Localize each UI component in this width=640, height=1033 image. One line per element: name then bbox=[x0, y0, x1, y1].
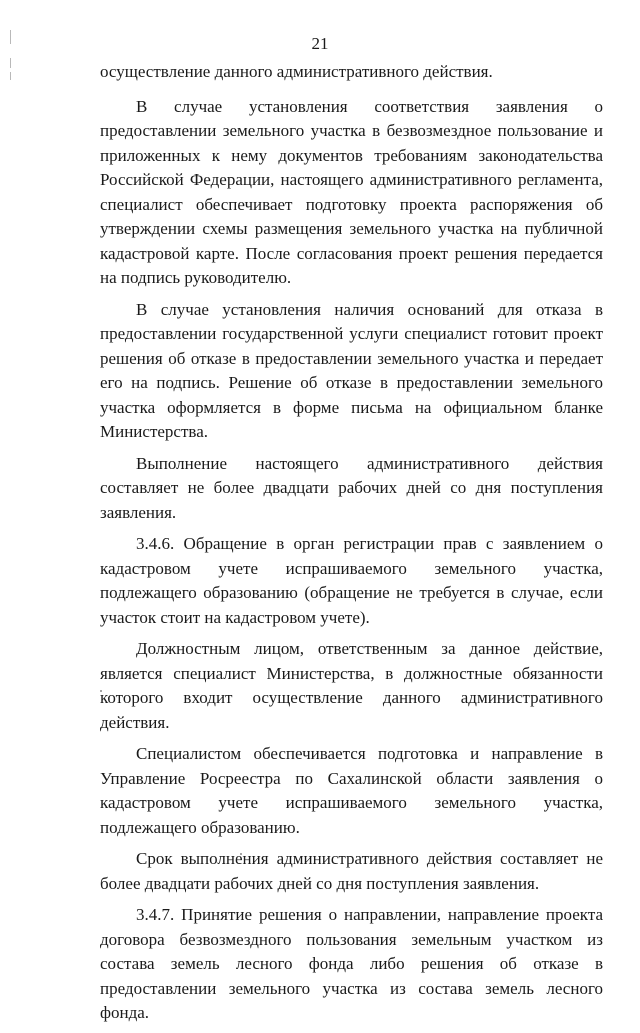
paragraph-continuation: осуществление данного административного действия. bbox=[100, 62, 493, 81]
paragraph: Должностным лицом, ответственным за данное действие, является специалист Министерства, в должностные обязанности которого входит осуществление данного административного действия. bbox=[100, 639, 603, 732]
section-3-4-6: 3.4.6. Обращение в орган регистрации прав с заявлением о кадастровом учете испрашиваемого земельного участка, подлежащего образованию (обращение не требуется в случае, если участок стоит на кадастровом учете). bbox=[100, 534, 603, 627]
paragraph: В случае установления наличия оснований для отказа в предоставлении государственной услуги специалист готовит проект решения об отказе в предоставлении земельного участка и передает его на подпись. Решение об отказе в предоставлении земельного участка оформляется в форме письма на официальном бланке Министерства. bbox=[100, 299, 603, 441]
paragraph: Срок выполнения административного действия составляет не более двадцати рабочих дней со дня поступления заявления. bbox=[100, 849, 603, 893]
scan-margin-mark bbox=[10, 72, 11, 80]
scan-margin-mark bbox=[10, 58, 11, 68]
paragraph: Специалистом обеспечивается подготовка и направление в Управление Росреестра по Сахалинской области заявления о кадастровом учете испрашиваемого земельного участка, подлежащего образованию. bbox=[100, 744, 603, 837]
document-body bbox=[100, 60, 603, 1033]
paragraph: Выполнение настоящего административного действия составляет не более двадцати рабочих дней со дня поступления заявления. bbox=[100, 453, 603, 522]
paragraph: В случае установления соответствия заявления о предоставлении земельного участка в безвозмездное пользование и приложенных к нему документов требованиям законодательства Российской Федерации, настоящего административного регламента, специалист обеспечивает подготовку проекта распоряжения об утверждении схемы размещения земельного участка на публичной кадастровой карте. После согласования проект решения передается на подпись руководителю. bbox=[100, 96, 603, 287]
page-number: 21 bbox=[311, 34, 329, 53]
section-3-4-7: 3.4.7. Принятие решения о направлении, направление проекта договора безвозмездного пользования земельным участком из состава земель лесного фонда либо решения об отказе в предоставлении земельного участка из состава земель лесного фонда. bbox=[100, 905, 603, 1022]
